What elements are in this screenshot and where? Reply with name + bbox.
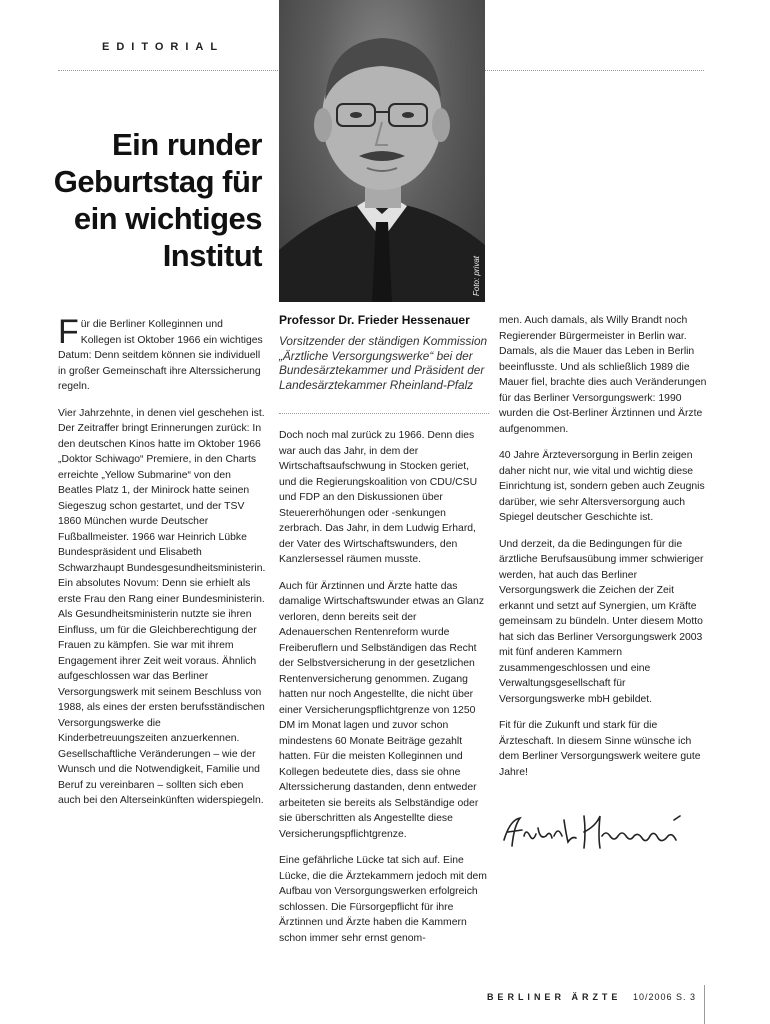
- headline-line-1: Ein runder: [111, 127, 262, 162]
- paragraph: Auch für Ärztinnen und Ärzte hatte das damalige Wirtschaftswunder etwas an Glanz verloren, denn bereits seit der Adenauerschen Rentenreform wurde Freiberuflern und Selbständigen das Recht der Selbstversicherung in der gesetzlichen Rentenversicherung genommen. Zugang hatten nur noch Angestellte, die nicht über einer Versicherungspflichtgrenze von 1250 DM im Monat lagen und zuvor schon mindestens 60 Monate Beiträge gezahlt hatten. Für die meisten Kolleginnen und Kollegen bedeutete dies, dass sie ohne Alterssicherung dastanden, denn entweder arbeiteten sie bereits als Selbständige oder sie überschritten als Angestellte diese Versicherungspflichtgrenze.: [279, 580, 485, 840]
- paragraph: Eine gefährliche Lücke tat sich auf. Eine Lücke, die die Ärztekammern jedoch mit dem Aufbau von Versorgungswerken erfolgreich schlossen. Die Fürsorgepflicht für ihre Ärztinnen und Ärzte haben die Kammern schon immer sehr ernst genom-: [279, 855, 487, 944]
- page-footer: [487, 992, 696, 1002]
- text-column-1: [58, 313, 266, 820]
- paragraph: Vier Jahrzehnte, in denen viel geschehen ist. Der Zeitraffer bringt Erinnerungen zurück: In den deutschen Kinos hatte im Oktober 1966 „Doktor Schiwago“ Premiere, in den Charts erreichte „Yellow Submarine“ von den Beatles Platz 1, der Minirock hatte seinen Siegeszug schon gestartet, und der TSV 1860 München wurde Deutscher Fußballmeister. 1966 war Heinrich Lübke Bundespräsident und Elisabeth Schwarzhaupt Bundesgesundheitsministerin. Ein absolutes Novum: Denn sie erhielt als erste Frau den Rang einer Bundesministerin. Als Gesundheitsministerin nutzte sie ihren Einfluss, um für die Gleichberechtigung der Frauen zu kämpfen. Sie war mit ihrem Engagement ihrer Zeit weit voraus. Ähnlich aufgeschlossen war das Berliner Versorgungswerk mit seinem Beschluss von 1988, als eines der ersten berufsständischen Versorgungswerke die Kinderbetreuungszeiten anzuerkennen. Gesellschaftliche Veränderungen – wie der Wunsch und die Notwendigkeit, Familie und Beruf zu vereinbaren – sollten sich eben auch bei den Alterseinkünften widerspiegeln.: [58, 407, 266, 806]
- paragraph-text: ür die Berliner Kolleginnen und Kollegen ist Oktober 1966 ein wichtiges Datum: Denn seitdem können sie individuell in großer Gemeinschaft ihre Alterssicherung regeln.: [58, 319, 263, 392]
- paragraph: Doch noch mal zurück zu 1966. Denn dies war auch das Jahr, in dem der Wirtschaftsaufschwung in Stocken geriet, und die Regierungskoalition von CDU/CSU und FDP an den Diskussionen über Steuererhöhungen oder -senkungen zerbrach. Das Jahr, in dem Ludwig Erhard, der Vater des Wirtschaftswunders, den Kanzlersessel räumen musste.: [279, 430, 478, 565]
- paragraph: men. Auch damals, als Willy Brandt noch Regierender Bürgermeister in Berlin war. Damals, als die Mauer das Leben in Berlin beeinflusste. Und als schließlich 1989 die Mauer fiel, brachte dies auch Veränderungen für das Berliner Versorgungswerk: 1990 wurden die Ost-Berliner Ärztinnen und Ärzte aufgenommen.: [499, 315, 707, 435]
- drop-cap: F: [58, 313, 79, 351]
- author-photo: [279, 0, 485, 302]
- author-divider: [279, 413, 489, 414]
- text-column-3: [499, 313, 707, 791]
- headline-line-2: Geburtstag für: [53, 164, 262, 199]
- footer-divider: [704, 985, 705, 1024]
- text-column-2: [279, 428, 487, 957]
- publication-name: BERLINER ÄRZTE: [486, 992, 622, 1002]
- photo-credit: Foto: privat: [472, 255, 481, 296]
- paragraph: 40 Jahre Ärzteversorgung in Berlin zeigen daher nicht nur, wie vital und wichtig diese Einrichtung ist, sondern geben auch Zeugnis darüber, wie sehr Altersversorgung auch Spiegel deutscher Geschichte ist.: [499, 450, 705, 523]
- author-name: Professor Dr. Frieder Hessenauer: [279, 313, 470, 327]
- signature-image: [500, 806, 700, 856]
- headline: [22, 126, 262, 274]
- portrait-illustration: [279, 0, 485, 302]
- author-role: Vorsitzender der ständigen Kommission „Ärztliche Versorgungswerke“ bei der Bundesärztekammer und Präsident der Landesärztekammer Rheinland-Pfalz: [279, 334, 488, 392]
- issue-page: 10/2006 S. 3: [632, 992, 696, 1002]
- headline-line-3: ein wichtiges: [73, 201, 262, 236]
- headline-line-4: Institut: [162, 238, 262, 273]
- paragraph: Fit für die Zukunft und stark für die Ärzteschaft. In diesem Sinne wünsche ich dem Berliner Versorgungswerk weitere gute Jahre!: [499, 720, 701, 778]
- section-label: EDITORIAL: [102, 41, 225, 53]
- paragraph: [58, 313, 266, 395]
- paragraph: Und derzeit, da die Bedingungen für die ärztliche Berufsausübung immer schwieriger werden, hat auch das Berliner Versorgungswerk die Zeichen der Zeit erkannt und setzt auf Synergien, um Kräfte gemeinsam zu bündeln. Unter diesem Motto hat sich das Berliner Versorgungswerk 2003 mit fünf anderen Kammern zusammengeschlossen und eine Verwaltungsgesellschaft für Versorgungswerke mbH gebildet.: [499, 538, 704, 705]
